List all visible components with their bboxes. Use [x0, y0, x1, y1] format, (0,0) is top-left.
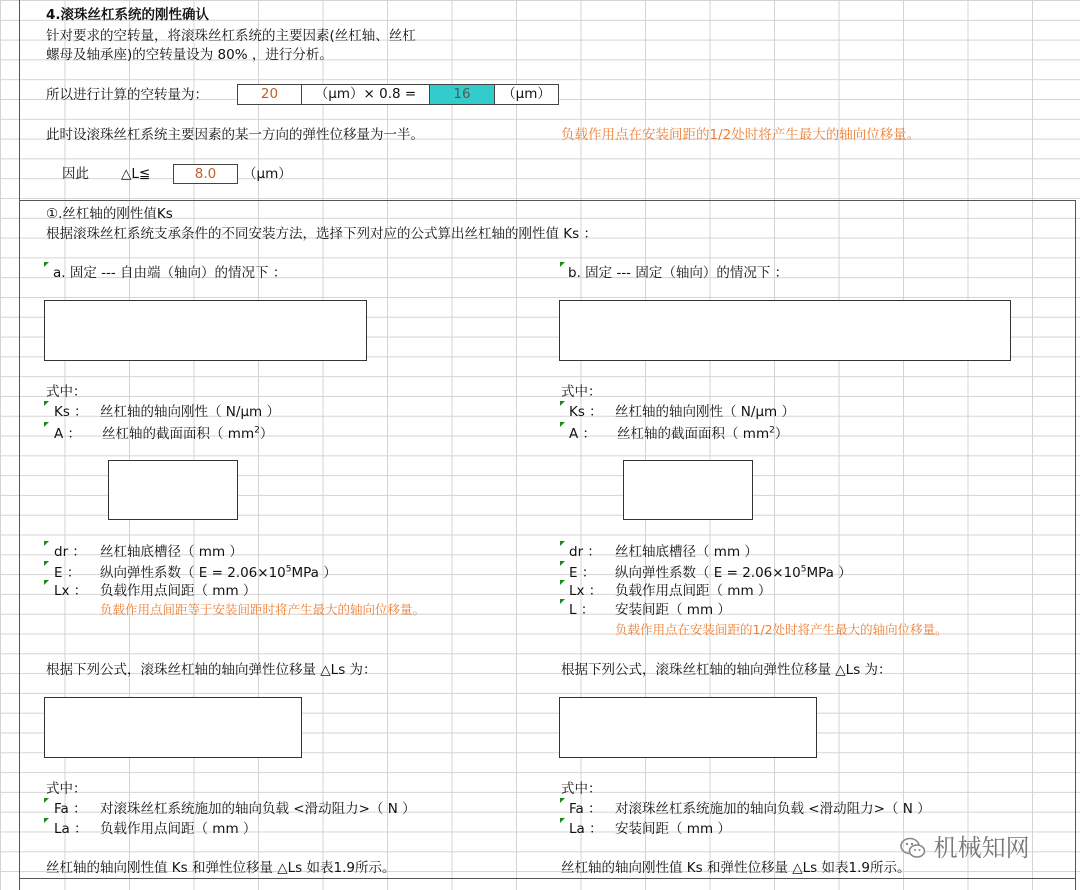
right-lx-symbol: Lx ： — [569, 583, 603, 599]
left-shizhong-1: 式中： — [46, 384, 87, 400]
left-formula-box-ks — [44, 300, 367, 361]
cell-comment-marker — [560, 422, 565, 427]
delta-unit: （μm） — [243, 166, 292, 182]
right-formula-text: 根据下列公式，滚珠丝杠轴的轴向弹性位移量 △Ls 为： — [561, 662, 892, 678]
right-fa-desc: 对滚珠丝杠系统施加的轴向负载 <滑动阻力>（ N ） — [615, 801, 931, 817]
left-e-desc: 纵向弹性系数（ $E = 2.06\times 10^5MPa$ ） — [100, 564, 337, 581]
left-la-desc: 负载作用点间距（ mm ） — [100, 821, 257, 837]
section-title: 4.滚珠丝杠系统的刚性确认 — [46, 7, 210, 23]
cell-comment-marker — [560, 541, 565, 546]
left-fa-desc: 对滚珠丝杠系统施加的轴向负载 <滑动阻力>（ N ） — [100, 801, 416, 817]
right-shizhong-1: 式中： — [561, 384, 602, 400]
watermark-text: 机械知网 — [933, 834, 1030, 862]
calc-formula: （μm）× 0.8 = — [301, 84, 430, 105]
delta-symbol: △L≦ — [121, 166, 151, 182]
cell-comment-marker — [44, 561, 49, 566]
right-bottom-text: 丝杠轴的轴向刚性值 Ks 和弹性位移量 △Ls 如表1.9所示。 — [561, 860, 911, 876]
cell-comment-marker — [560, 401, 565, 406]
right-l-symbol: L ： — [569, 602, 595, 618]
calc-result: 16 — [429, 84, 495, 105]
left-a-symbol: A ： — [54, 426, 82, 442]
wechat-icon — [900, 837, 926, 859]
left-dr-symbol: dr ： — [54, 544, 86, 560]
frame-bottom — [19, 878, 1076, 879]
cell-comment-marker — [44, 580, 49, 585]
left-formula-text: 根据下列公式，滚珠丝杠轴的轴向弹性位移量 △Ls 为： — [46, 662, 377, 678]
cell-comment-marker — [44, 422, 49, 427]
cell-comment-marker — [560, 262, 565, 267]
left-dr-desc: 丝杠轴底槽径（ mm ） — [100, 544, 243, 560]
left-bottom-text: 丝杠轴的轴向刚性值 Ks 和弹性位移量 △Ls 如表1.9所示。 — [46, 860, 396, 876]
frame-left-border — [19, 0, 20, 890]
cell-comment-marker — [560, 798, 565, 803]
right-a-desc: 丝杠轴的截面面积（ $mm^2$） — [617, 425, 789, 442]
right-ks-desc: 丝杠轴的轴向刚性（ N/μm ） — [615, 404, 795, 420]
right-fa-symbol: Fa ： — [569, 801, 602, 817]
cell-comment-marker — [44, 262, 49, 267]
right-e-symbol: E ： — [569, 565, 596, 581]
intro-line-1: 针对要求的空转量，将滚珠丝杠系统的主要因素(丝杠轴、丝杠 — [46, 28, 416, 44]
right-la-desc: 安装间距（ mm ） — [615, 821, 731, 837]
left-formula-box-a — [108, 460, 238, 520]
right-formula-box-dls — [559, 697, 817, 758]
cell-comment-marker — [560, 599, 565, 604]
cell-comment-marker — [560, 818, 565, 823]
cell-comment-marker — [44, 541, 49, 546]
right-a-symbol: A ： — [569, 426, 597, 442]
left-la-symbol: La ： — [54, 821, 88, 837]
right-dr-symbol: dr ： — [569, 544, 601, 560]
right-orange-note: 负载作用点在安装间距的1/2处时将产生最大的轴向位移量。 — [615, 622, 948, 637]
delta-prefix: 因此 — [62, 166, 89, 182]
left-e-symbol: E ： — [54, 565, 81, 581]
cell-comment-marker — [560, 561, 565, 566]
idle-amount-input[interactable]: 20 — [237, 84, 302, 105]
right-heading: b. 固定 --- 固定（轴向）的情况下 ： — [568, 265, 789, 281]
cell-comment-marker — [44, 818, 49, 823]
right-l-desc: 安装间距（ mm ） — [615, 602, 731, 618]
note-orange: 负载作用点在安装间距的1/2处时将产生最大的轴向位移量。 — [561, 127, 921, 143]
right-la-symbol: La ： — [569, 821, 603, 837]
delta-value[interactable]: 8.0 — [173, 164, 238, 184]
shaft-title: ①.丝杠轴的刚性值Ks — [46, 206, 173, 222]
left-shizhong-2: 式中： — [46, 781, 87, 797]
note-text: 此时设滚珠丝杠系统主要因素的某一方向的弹性位移量为一半。 — [46, 127, 424, 143]
intro-line-2: 螺母及轴承座)的空转量设为 80% ，进行分析。 — [46, 47, 333, 63]
frame-right-border — [1075, 200, 1076, 890]
watermark — [900, 828, 1030, 863]
calc-unit: （μm） — [494, 84, 559, 105]
right-dr-desc: 丝杠轴底槽径（ mm ） — [615, 544, 758, 560]
right-ks-symbol: Ks ： — [569, 404, 603, 420]
left-ks-desc: 丝杠轴的轴向刚性（ N/μm ） — [100, 404, 280, 420]
right-formula-box-ks — [559, 300, 1011, 361]
left-formula-box-dls — [44, 697, 302, 758]
left-a-desc: 丝杠轴的截面面积（ $mm^2$） — [102, 425, 274, 442]
calc-label: 所以进行计算的空转量为： — [46, 87, 208, 103]
left-lx-desc: 负载作用点间距（ mm ） — [100, 583, 257, 599]
shaft-desc: 根据滚珠丝杠系统支承条件的不同安装方法，选择下列对应的公式算出丝杠轴的刚性值 Ks ： — [46, 226, 597, 242]
right-e-desc: 纵向弹性系数（ $E = 2.06\times 10^5MPa$ ） — [615, 564, 852, 581]
left-orange-note: 负载作用点间距等于安装间距时将产生最大的轴向位移量。 — [100, 602, 426, 617]
frame-divider — [19, 200, 1076, 201]
cell-comment-marker — [560, 580, 565, 585]
left-ks-symbol: Ks ： — [54, 404, 88, 420]
right-lx-desc: 负载作用点间距（ mm ） — [615, 583, 772, 599]
left-heading: a. 固定 --- 自由端（轴向）的情况下 ： — [53, 265, 287, 281]
right-shizhong-2: 式中： — [561, 781, 602, 797]
cell-comment-marker — [44, 798, 49, 803]
cell-comment-marker — [44, 401, 49, 406]
left-lx-symbol: Lx ： — [54, 583, 88, 599]
left-fa-symbol: Fa ： — [54, 801, 87, 817]
right-formula-box-a — [623, 460, 753, 520]
